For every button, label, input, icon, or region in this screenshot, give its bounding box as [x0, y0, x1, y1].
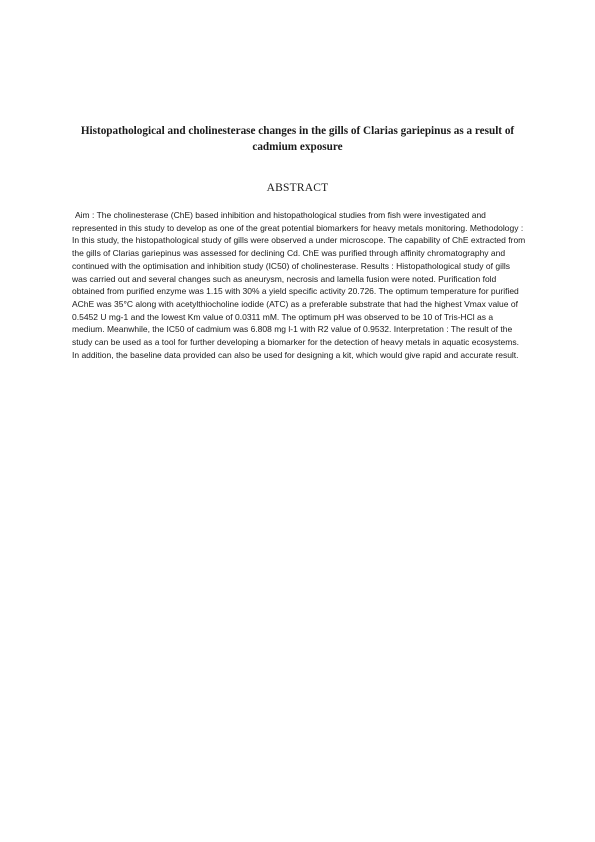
abstract-heading: ABSTRACT	[266, 182, 329, 194]
abstract-body: Aim : The cholinesterase (ChE) based inhibition and histopathological studies from fish were investigated and represented in this study to develop as one of the great potential biomarkers for heavy metals monitoring. Methodology : In this study, the histopathological study of gills were observed a under microscope. The capability of ChE extracted from the gills of Clarias gariepinus was assessed for declining Cd. ChE was purified through affinity chromatography and continued with the optimisation and inhibition study (IC50) of cholinesterase. Results : Histopathological study of gills was carried out and several changes such as aneurysm, necrosis and lamella fusion were noted. Purification fold obtained from purified enzyme was 1.15 with 30% a yield specific activity 20.726. The optimum temperature for purified AChE was 35°C along with acetylthiocholine iodide (ATC) as a preferable substrate that had the highest Vmax value of 0.5452 U mg-1 and the lowest Km value of 0.0311 mM. The optimum pH was observed to be 10 of Tris-HCl as a medium. Meanwhile, the IC50 of cadmium was 6.808 mg l-1 with R2 value of 0.9532. Interpretation : The result of the study can be used as a tool for further developing a biomarker for the detection of heavy metals in aquatic ecosystems. In addition, the baseline data provided can also be used for designing a kit, which would give rapid and accurate result.	[72, 210, 526, 360]
paper-title: Histopathological and cholinesterase changes in the gills of Clarias gariepinus as a result of cadmium exposure	[80, 125, 515, 153]
